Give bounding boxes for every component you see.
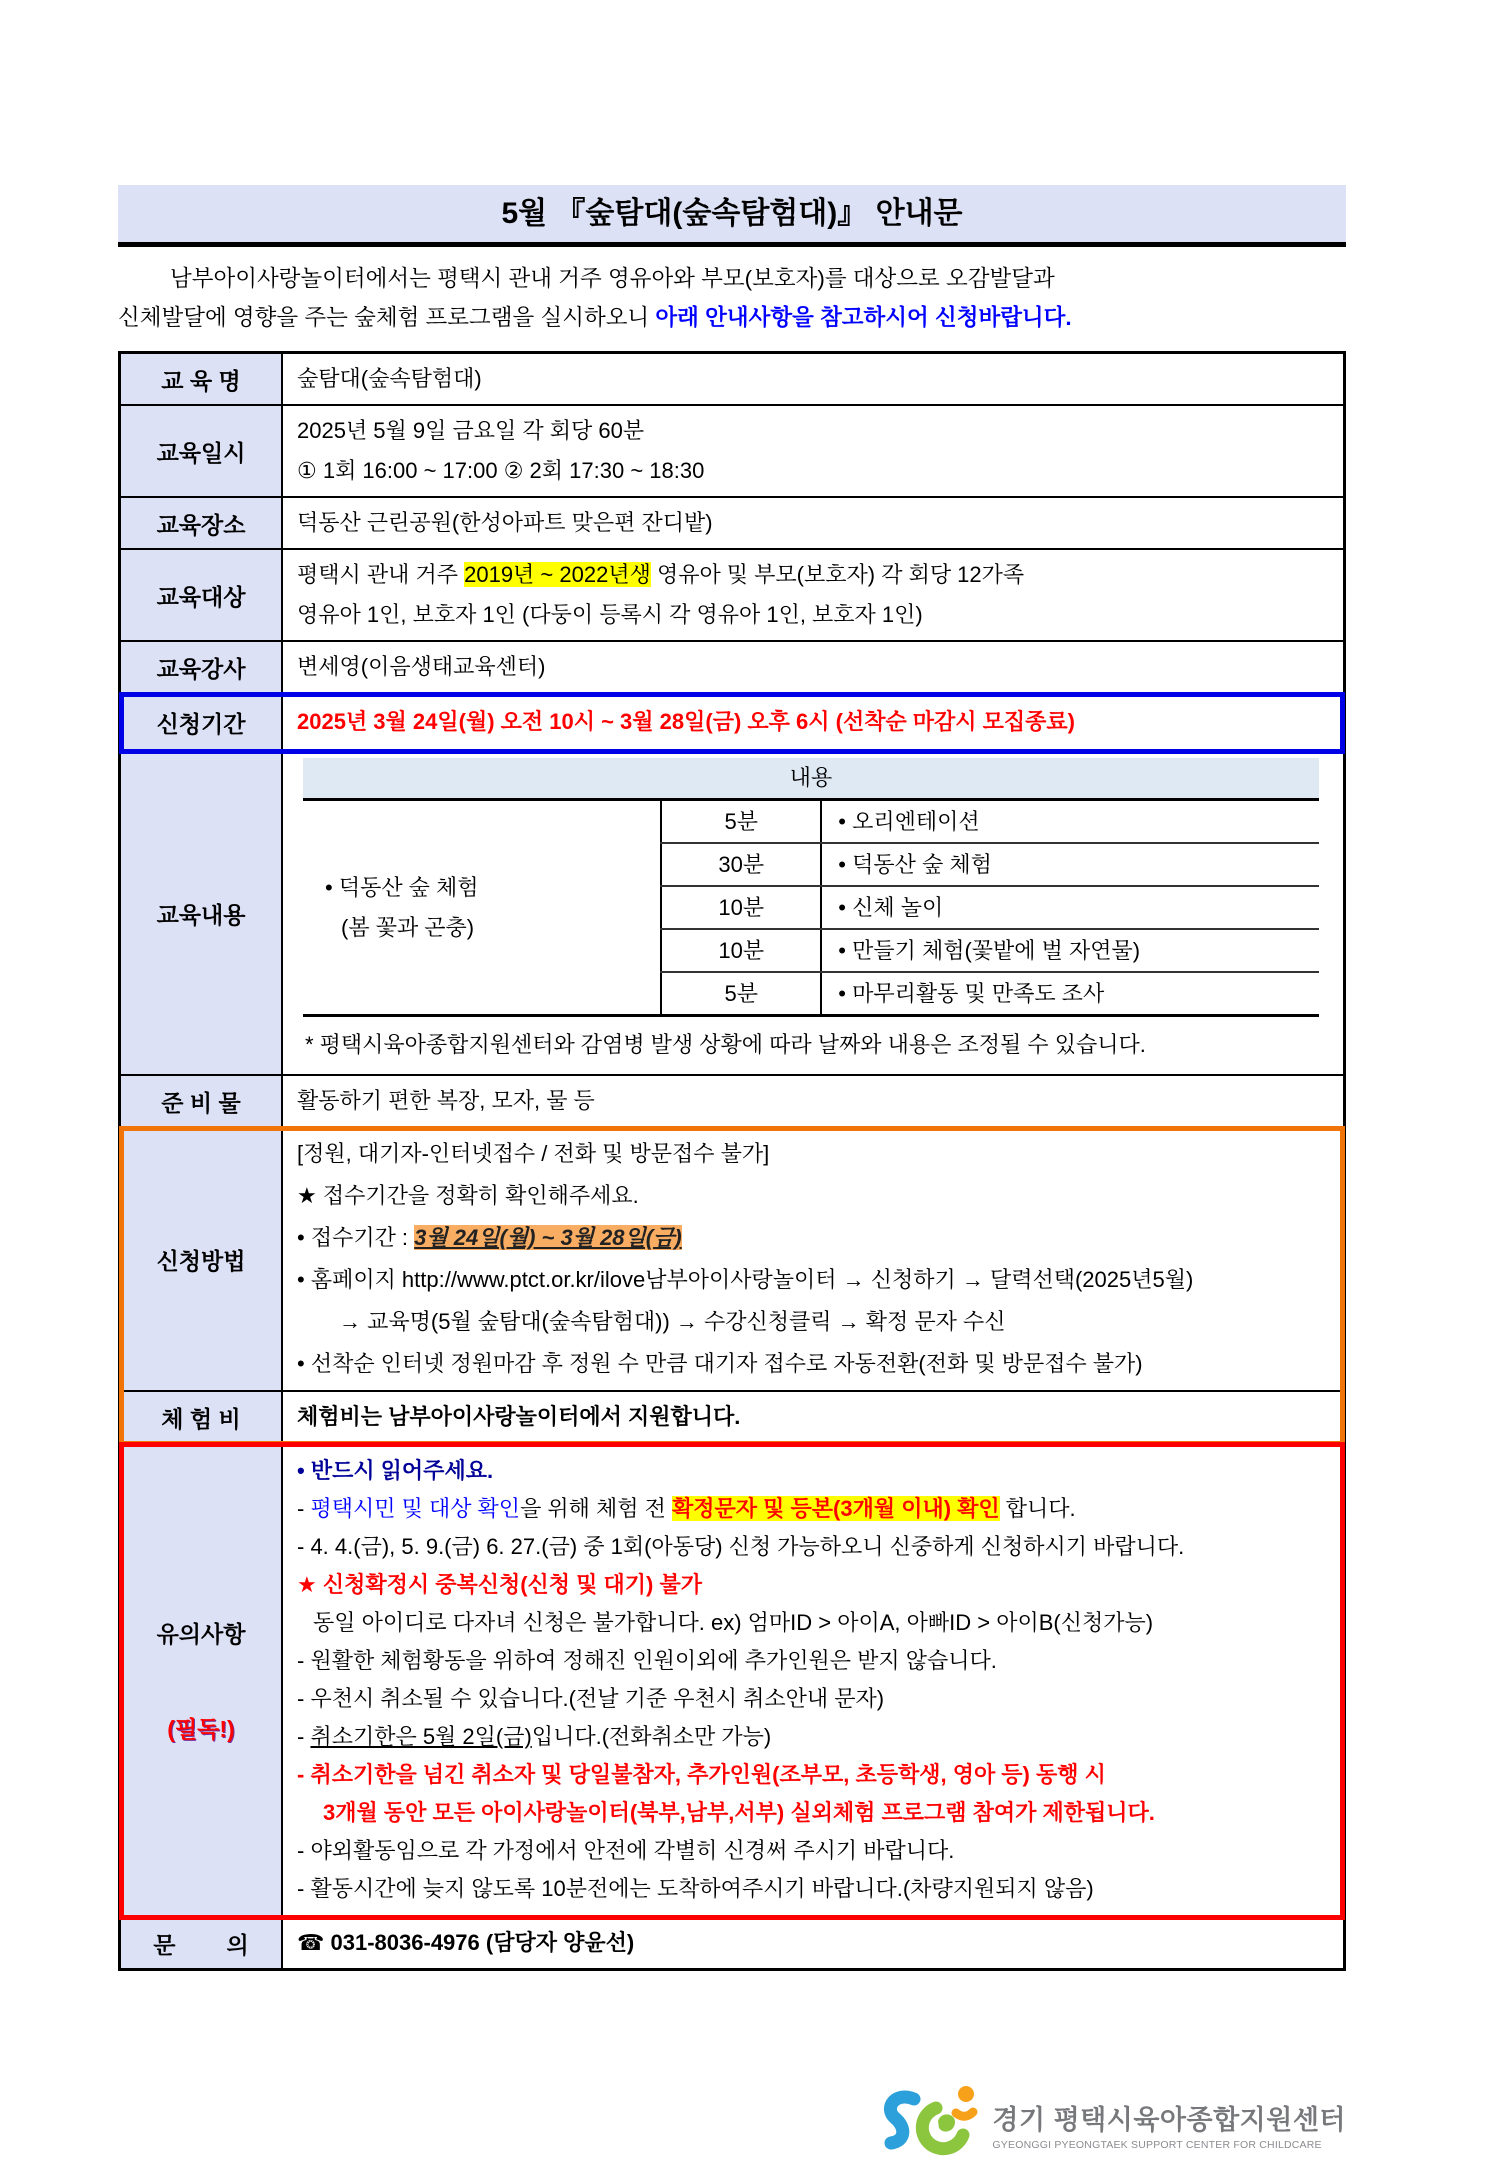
- row-label: 유의사항 (필독!): [121, 1444, 283, 1916]
- schedule-desc: • 신체 놀이: [838, 895, 944, 920]
- caution-line4: ★ 신청확정시 중복신청(신청 및 대기) 불가: [297, 1572, 702, 1597]
- row-label: 체 험 비: [121, 1392, 283, 1442]
- caution-group: [121, 1444, 1343, 1918]
- table-row-fee: [121, 1392, 1343, 1444]
- table-row-caution: [121, 1444, 1343, 1918]
- schedule-desc: • 오리엔테이션: [838, 809, 980, 834]
- row-label: 신청기간: [121, 694, 283, 750]
- schedule-rows: [660, 801, 1319, 1014]
- contact-phone: ☎ 031-8036-4976 (담당자 양윤선): [297, 1930, 635, 1955]
- caution-line1: • 반드시 읽어주세요.: [297, 1458, 494, 1483]
- schedule-table: [303, 801, 1319, 1017]
- table-row-edu-name: [121, 354, 1343, 406]
- schedule-desc: • 만들기 체험(꽃밭에 벌 자연물): [838, 938, 1141, 963]
- row-value: [283, 406, 1343, 496]
- table-row-apply-method: [121, 1128, 1343, 1392]
- row-value: [283, 752, 1343, 1074]
- row-value: 체험비는 남부아이사랑놀이터에서 지원합니다.: [297, 1404, 741, 1429]
- row-value: [283, 550, 1343, 640]
- target-birthyear-highlight: 2019년 ~ 2022년생: [464, 562, 651, 587]
- document-page: [118, 185, 1346, 2151]
- table-row-edu-target: [121, 550, 1343, 642]
- method-line5: → 교육명(5월 숲탐대(숲속탐험대)) → 수강신청클릭 → 확정 문자 수신: [339, 1309, 1006, 1334]
- caution-line10: 3개월 동안 모든 아이사랑놀이터(북부,남부,서부) 실외체험 프로그램 참여가 제한됩니다.: [323, 1800, 1155, 1825]
- row-label: 교육장소: [121, 498, 283, 548]
- apply-method-group: [121, 1128, 1343, 1444]
- schedule-row: [660, 973, 1319, 1014]
- caution-line3: - 4. 4.(금), 5. 9.(금) 6. 27.(금) 중 1회(아동당) 신청 가능하오니 신중하게 신청하시기 바랍니다.: [297, 1534, 1185, 1559]
- method-line4: • 홈페이지 http://www.ptct.or.kr/ilove남부아이사랑놀이터 → 신청하기 → 달력선택(2025년5월): [297, 1267, 1194, 1292]
- reception-period-highlight: 3월 24일(월) ~ 3월 28일(금): [414, 1225, 682, 1250]
- schedule-header: 내용: [303, 758, 1319, 801]
- table-row-apply-period: [121, 694, 1343, 752]
- table-row-edu-place: [121, 498, 1343, 550]
- caution-line2: - 평택시민 및 대상 확인을 위해 체험 전 확정문자 및 등본(3개월 이내) 확인 합니다.: [297, 1496, 1076, 1521]
- target-line1: 평택시 관내 거주 2019년 ~ 2022년생 영유아 및 부모(보호자) 각 회당 12가족: [297, 562, 1025, 587]
- method-line6: • 선착순 인터넷 정원마감 후 정원 수 만큼 대기자 접수로 자동전환(전화 및 방문접수 불가): [297, 1351, 1143, 1376]
- row-value: [283, 694, 1343, 750]
- schedule-time: 5분: [660, 801, 822, 842]
- cancel-deadline-text: 취소기한은 5월 2일(금): [310, 1724, 532, 1749]
- footer-logo-text: [992, 2098, 1346, 2151]
- caution-line11: - 야외활동임으로 각 가정에서 안전에 각별히 신경써 주시기 바랍니다.: [297, 1838, 955, 1863]
- row-label: 교육강사: [121, 642, 283, 692]
- schedule-desc: • 마무리활동 및 만족도 조사: [838, 981, 1105, 1006]
- center-logo-icon: [878, 2083, 982, 2166]
- method-line3: • 접수기간 : 3월 24일(월) ~ 3월 28일(금): [297, 1225, 682, 1250]
- center-name-english: GYEONGGI PYEONGTAEK SUPPORT CENTER FOR CHILDCARE: [992, 2139, 1322, 2151]
- intro-paragraph: [118, 259, 1346, 337]
- intro-line2: 신체발달에 영향을 주는 숲체험 프로그램을 실시하오니 아래 안내사항을 참고하시어 신청바랍니다.: [118, 305, 1072, 330]
- row-label: 교 육 명: [121, 354, 283, 404]
- caution-confirm-highlight: 확정문자 및 등본(3개월 이내) 확인: [672, 1496, 1000, 1521]
- schedule-row: [660, 844, 1319, 887]
- caution-blue-text: 평택시민 및 대상 확인: [310, 1496, 521, 1521]
- activity-cell: • 덕동산 숲 체험 (봄 꽃과 곤충): [325, 874, 479, 940]
- row-label: 문 의: [121, 1918, 283, 1968]
- schedule-row: [660, 930, 1319, 973]
- caution-line8: - 취소기한은 5월 2일(금)입니다.(전화취소만 가능): [297, 1724, 772, 1749]
- table-row-edu-datetime: [121, 406, 1343, 498]
- schedule-time: 5분: [660, 973, 822, 1014]
- center-name-korean: 경기 평택시육아종합지원센터: [992, 2105, 1346, 2135]
- row-value: 변세영(이음생태교육센터): [297, 654, 546, 679]
- caution-line12: - 활동시간에 늦지 않도록 10분전에는 도착하여주시기 바랍니다.(차량지원되지 않음): [297, 1876, 1094, 1901]
- apply-period-text: 2025년 3월 24일(월) 오전 10시 ~ 3월 28일(금) 오후 6시 (선착순 마감시 모집종료): [297, 709, 1076, 734]
- caution-line9: - 취소기한을 넘긴 취소자 및 당일불참자, 추가인원(조부모, 초등학생, 영아 등) 동행 시: [297, 1762, 1106, 1787]
- row-value: [283, 1128, 1343, 1390]
- caution-line5: 동일 아이디로 다자녀 신청은 불가합니다. ex) 엄마ID > 아이A, 아빠ID > 아이B(신청가능): [313, 1610, 1154, 1635]
- schedule-time: 10분: [660, 887, 822, 928]
- page-title: 5월 『숲탐대(숲속탐험대)』 안내문: [118, 185, 1346, 247]
- row-label: 신청방법: [121, 1128, 283, 1390]
- row-label: 교육일시: [121, 406, 283, 496]
- row-value: 활동하기 편한 복장, 모자, 물 등: [297, 1088, 595, 1113]
- intro-emphasis: 아래 안내사항을 참고하시어 신청바랍니다.: [655, 305, 1072, 330]
- schedule-desc: • 덕동산 숲 체험: [838, 852, 992, 877]
- row-label: 교육내용: [121, 752, 283, 1074]
- datetime-line2: ① 1회 16:00 ~ 17:00 ② 2회 17:30 ~ 18:30: [297, 458, 705, 483]
- schedule-time: 30분: [660, 844, 822, 885]
- schedule-note: * 평택시육아종합지원센터와 감염병 발생 상황에 따라 날짜와 내용은 조정될 수 있습니다.: [305, 1032, 1146, 1057]
- footer-logo: [878, 2083, 1346, 2166]
- row-label: 교육대상: [121, 550, 283, 640]
- row-label: 준 비 물: [121, 1076, 283, 1126]
- table-row-supplies: [121, 1076, 1343, 1128]
- caution-line6: - 원활한 체험황동을 위하여 정해진 인원이외에 추가인원은 받지 않습니다.: [297, 1648, 997, 1673]
- table-row-edu-content: [121, 752, 1343, 1076]
- caution-must-read-badge: (필독!): [167, 1716, 235, 1742]
- row-value: 덕동산 근린공원(한성아파트 맞은편 잔디밭): [297, 510, 713, 535]
- target-line2: 영유아 1인, 보호자 1인 (다둥이 등록시 각 영유아 1인, 보호자 1인): [297, 602, 923, 627]
- schedule-time: 10분: [660, 930, 822, 971]
- table-row-edu-teacher: [121, 642, 1343, 694]
- row-value: [283, 1918, 1343, 1968]
- method-line1: [정원, 대기자-인터넷접수 / 전화 및 방문접수 불가]: [297, 1141, 770, 1166]
- schedule-row: [660, 887, 1319, 930]
- row-value: 숲탐대(숲속탐험대): [297, 366, 482, 391]
- caution-line7: - 우천시 취소될 수 있습니다.(전날 기준 우천시 취소안내 문자): [297, 1686, 885, 1711]
- info-table: [118, 351, 1346, 1971]
- table-row-contact: [121, 1918, 1343, 1968]
- datetime-line1: 2025년 5월 9일 금요일 각 회당 60분: [297, 418, 645, 443]
- intro-line1: 남부아이사랑놀이터에서는 평택시 관내 거주 영유아와 부모(보호자)를 대상으로 오감발달과: [170, 266, 1055, 291]
- row-value: [283, 1444, 1343, 1916]
- method-line2: ★ 접수기간을 정확히 확인해주세요.: [297, 1183, 639, 1208]
- schedule-row: [660, 801, 1319, 844]
